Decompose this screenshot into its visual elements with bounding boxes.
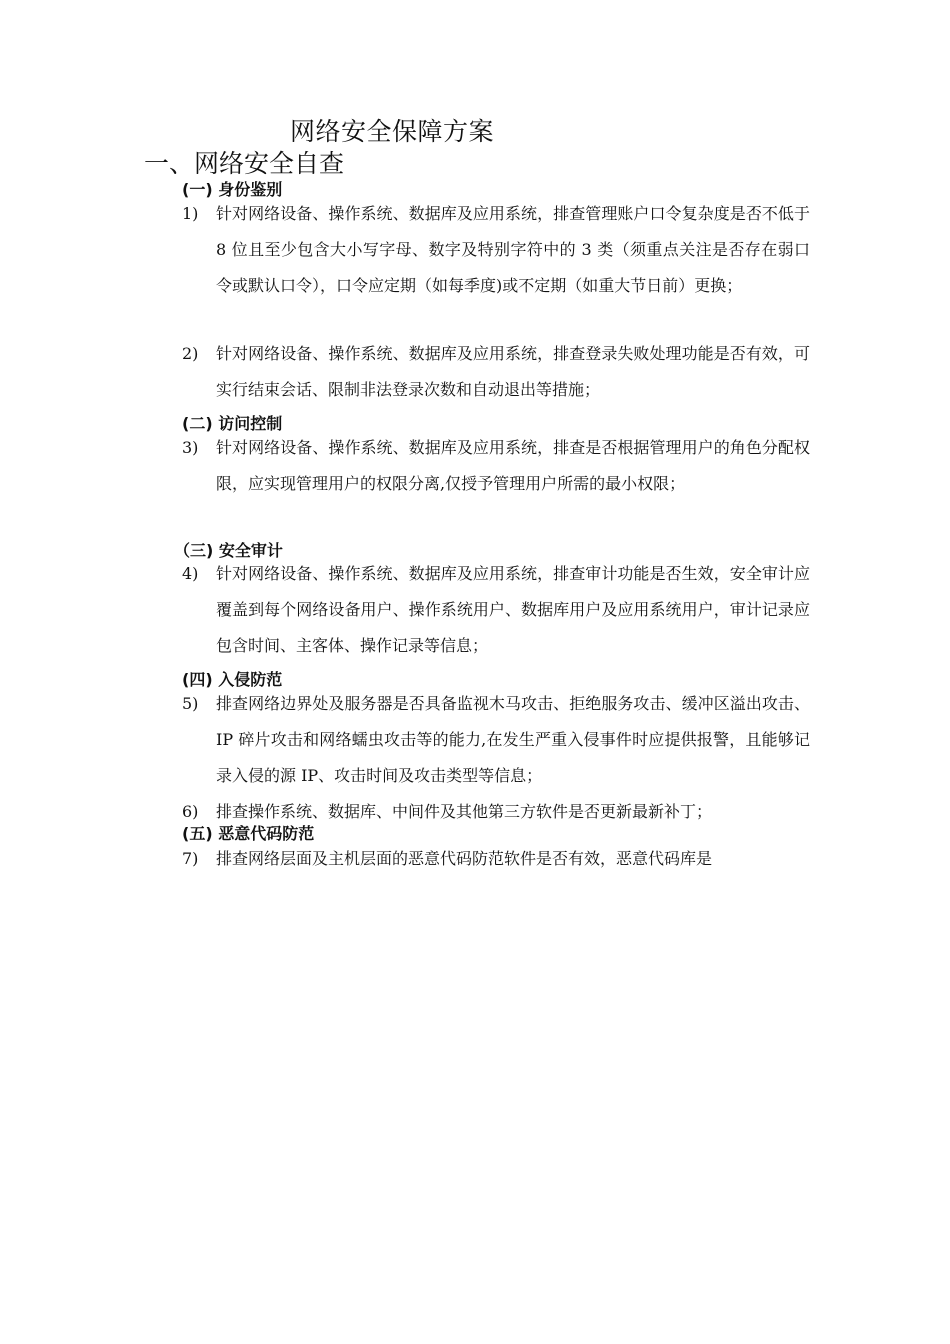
list-item <box>182 846 812 872</box>
subsection-heading-intrusion-prevention: (四) 入侵防范 <box>182 670 283 689</box>
document-title: 网络安全保障方案 <box>290 117 495 146</box>
list-item-number: 2) <box>182 344 199 363</box>
list-item <box>182 556 812 664</box>
list-item <box>182 686 812 794</box>
list-item <box>182 196 812 304</box>
list-item-text: 针对网络设备、操作系统、数据库及应用系统，排查是否根据管理用户的角色分配权限，应实现管理用户的权限分离,仅授予管理用户所需的最小权限； <box>216 438 810 493</box>
list-item-text: 针对网络设备、操作系统、数据库及应用系统，排查管理账户口令复杂度是否不低于 8 位且至少包含大小写字母、数字及特别字符中的 3 类（须重点关注是否存在弱口令或默认口令），口令应定期（如每季度)或不定期（如重大节日前）更换； <box>216 204 810 295</box>
list-item <box>182 336 812 408</box>
list-item-number: 7) <box>182 849 199 868</box>
list-item-text: 排查网络层面及主机层面的恶意代码防范软件是否有效，恶意代码库是 <box>216 849 713 868</box>
list-item-text: 排查操作系统、数据库、中间件及其他第三方软件是否更新最新补丁； <box>216 802 713 821</box>
list-item-number: 3) <box>182 438 199 457</box>
list-item-text: 针对网络设备、操作系统、数据库及应用系统，排查审计功能是否生效，安全审计应覆盖到每个网络设备用户、操作系统用户、数据库用户及应用系统用户，审计记录应包含时间、主客体、操作记录等信息； <box>216 564 810 655</box>
list-item-number: 1) <box>182 204 199 223</box>
subsection-heading-malware-prevention: (五) 恶意代码防范 <box>182 824 315 843</box>
list-item-number: 4) <box>182 564 199 583</box>
subsection-heading-identity: (一) 身份鉴别 <box>182 180 283 199</box>
list-item-number: 6) <box>182 802 199 821</box>
section-heading: 一、网络安全自查 <box>144 149 345 178</box>
list-item-text: 排查网络边界处及服务器是否具备监视木马攻击、拒绝服务攻击、缓冲区溢出攻击、IP 碎片攻击和网络蠕虫攻击等的能力,在发生严重入侵事件时应提供报警，且能够记录入侵的源 IP、攻击时间及攻击类型等信息； <box>216 694 810 785</box>
list-item <box>182 430 812 502</box>
subsection-heading-access-control: (二) 访问控制 <box>182 414 283 433</box>
list-item-number: 5) <box>182 694 199 713</box>
list-item-text: 针对网络设备、操作系统、数据库及应用系统，排查登录失败处理功能是否有效，可实行结束会话、限制非法登录次数和自动退出等措施； <box>216 344 810 399</box>
subsection-heading-security-audit: （三) 安全审计 <box>174 541 283 560</box>
